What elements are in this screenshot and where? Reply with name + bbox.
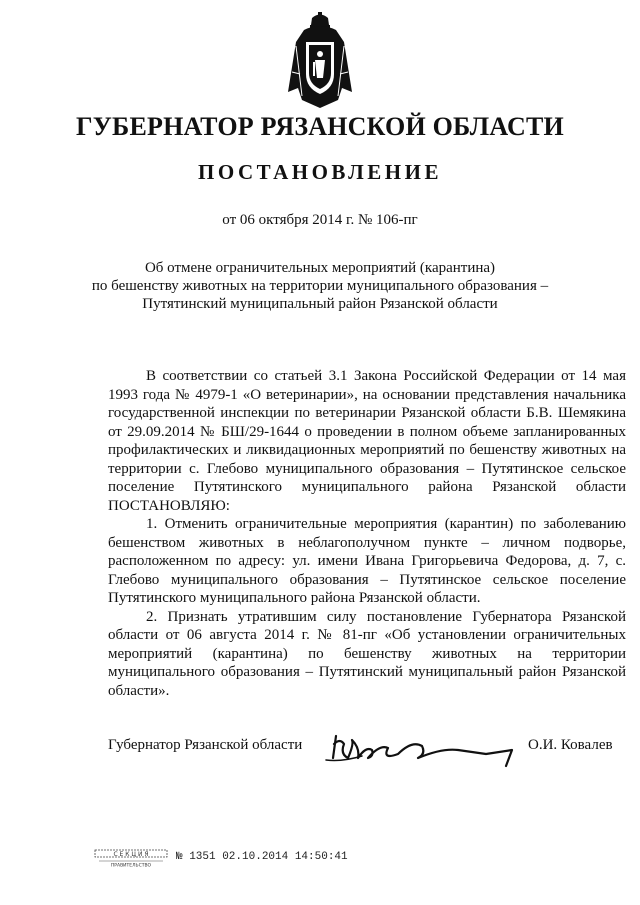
- svg-text:ПРАВИТЕЛЬСТВО: ПРАВИТЕЛЬСТВО: [110, 863, 152, 868]
- registration-stamp: № 1351 02.10.2014 14:50:41: [176, 851, 348, 863]
- issuing-authority: ГУБЕРНАТОР РЯЗАНСКОЙ ОБЛАСТИ: [76, 112, 564, 141]
- subject-line: по бешенству животных на территории муниципального образования –: [91, 278, 549, 294]
- date-and-number: от 06 октября 2014 г. № 106-пг: [222, 212, 418, 228]
- subject-line: Путятинский муниципальный район Рязанской области: [142, 296, 498, 312]
- svg-text:С Е К Ц И Я: С Е К Ц И Я: [113, 851, 149, 858]
- signatory-position: Губернатор Рязанской области: [108, 737, 303, 753]
- coat-of-arms-icon: [282, 12, 358, 110]
- document-type: ПОСТАНОВЛЕНИЕ: [198, 160, 442, 184]
- stamp-logo-icon: [93, 848, 169, 868]
- handwritten-signature: [322, 724, 526, 768]
- subject-line: Об отмене ограничительных мероприятий (карантина): [144, 260, 496, 276]
- clause-1-paragraph: 1. Отменить ограничительные мероприятия (карантин) по заболеванию бешенством животных в неблагополучном пункте – личном подворье, расположенном по адресу: ул. имени Ивана Григорьевича Федорова, д. 7, с. Глебово муниципального образования – Путятинское сельское поселение Путятинского муниципального района Рязанской области.: [108, 516, 626, 606]
- signatory-name: О.И. Ковалев: [528, 737, 613, 753]
- document-body: [108, 367, 626, 700]
- clause-2-paragraph: 2. Признать утратившим силу постановление Губернатора Рязанской области от 06 августа 2014 г. № 81-пг «Об установлении ограничительных мероприятий (карантина) по бешенству животных на территории муниципального образования – Путятинский муниципальный район Рязанской области».: [108, 608, 626, 699]
- document-subject: [0, 259, 640, 313]
- preamble-paragraph: В соответствии со статьей 3.1 Закона Российской Федерации от 14 мая 1993 года № 4979-1 «О ветеринарии», на основании представления начальника государственной инспекции по ветеринарии Рязанской области Б.В. Шемякина от 29.09.2014 № БШ/29-1644 о проведении в полном объеме запланированных профилактических и ликвидационных мероприятий по бешенству животных на территории с. Глебово муниципального образования – Путятинское сельское поселение Путятинского муниципального района Рязанской области ПОСТАНОВЛЯЮ:: [108, 368, 626, 514]
